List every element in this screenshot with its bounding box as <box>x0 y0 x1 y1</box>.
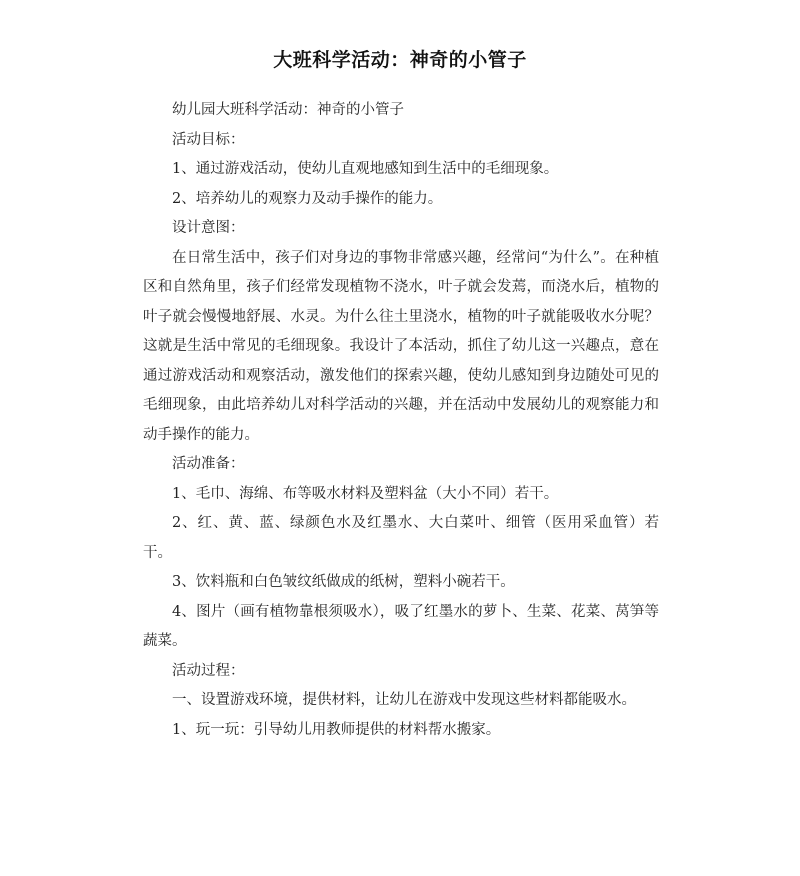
heading-goals: 活动目标： <box>172 131 245 148</box>
goal-item: 2、培养幼儿的观察力及动手操作的能力。 <box>172 190 443 207</box>
preparation-item: 4、图片（画有植物靠根须吸水），吸了红墨水的萝卜、生菜、花菜、莴笋等蔬菜。 <box>143 603 659 649</box>
document-title: 大班科学活动：神奇的小管子 <box>273 49 527 71</box>
heading-process: 活动过程： <box>172 662 245 679</box>
document-body <box>143 96 659 745</box>
heading-preparation: 活动准备： <box>172 456 245 472</box>
preparation-item: 3、饮料瓶和白色皱纹纸做成的纸树，塑料小碗若干。 <box>172 574 515 590</box>
goal-item: 1、通过游戏活动，使幼儿直观地感知到生活中的毛细现象。 <box>172 161 559 177</box>
preparation-item: 2、红、黄、蓝、绿颜色水及红墨水、大白菜叶、细管（医用采血管）若干。 <box>143 515 659 561</box>
process-item: 1、玩一玩：引导幼儿用教师提供的材料帮水搬家。 <box>172 721 501 738</box>
paragraph-intro: 幼儿园大班科学活动：神奇的小管子 <box>172 102 404 118</box>
heading-design-intent: 设计意图： <box>172 220 245 236</box>
preparation-item: 1、毛巾、海绵、布等吸水材料及塑料盆（大小不同）若干。 <box>172 485 559 502</box>
process-item: 一、设置游戏环境，提供材料，让幼儿在游戏中发现这些材料都能吸水。 <box>172 692 636 708</box>
paragraph-design-intent: 在日常生活中，孩子们对身边的事物非常感兴趣，经常问“为什么”。在种植区和自然角里，孩子们经常发现植物不浇水，叶子就会发蔫，而浇水后，植物的叶子就会慢慢地舒展、水灵。为什么往土里浇水，植物的叶子就能吸收水分呢？这就是生活中常见的毛细现象。我设计了本活动，抓住了幼儿这一兴趣点，意在通过游戏活动和观察活动，激发他们的探索兴趣，使幼儿感知到身边随处可见的毛细现象，由此培养幼儿对科学活动的兴趣，并在活动中发展幼儿的观察能力和动手操作的能力。 <box>143 249 659 443</box>
